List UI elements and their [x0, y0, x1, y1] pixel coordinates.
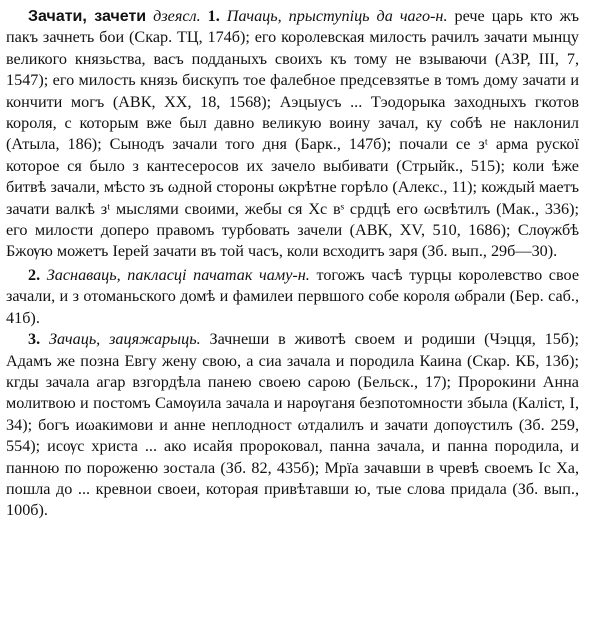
- sense-citations: Зачнеши в животѣ своем и родиши (Чэцця, 15б); Адамъ же позна Евгу жену свою, а сиа зачала и породила Каина (Скар. КБ, 13б); кгды зачала агар взгордѣла панею своею сарою (Бельск., 17); Пророкини Анна молитвою и постомъ Самѹила зачала и нарѹганя безпотомности збыла (Каліст, I, 34); богъ иωакимови и анне неплодност ωтдалилъ и зачати допѹстилъ (Зб. 259, 554); исѹс христа ... ако исайя пророковал, панна зачала, и панна породила, и панною по пороженю зостала (Зб. 82, 435б); Мрїа зачавши в чревѣ своемъ Іс Ха, пошла до ... кревнои своеи, которая привѣтавши ю, тые слова придала (Зб. вып., 100б).: [6, 330, 579, 520]
- sense-definition: Заснаваць, пакласці пачатак чаму-н.: [46, 265, 310, 284]
- sense-definition: Пачаць, прыступіць да чаго-н.: [226, 7, 448, 25]
- sense-definition: Зачаць, зацяжарыць.: [49, 330, 201, 349]
- sense-number: 3.: [28, 330, 41, 349]
- sense-3-paragraph: [6, 329, 579, 522]
- sense-number: 2.: [28, 265, 41, 284]
- sense-1-paragraph: [6, 6, 579, 263]
- sense-2-paragraph: [6, 265, 579, 329]
- sense-citations: тогожъ часѣ турцы королевство свое зачали, и з отоманьского домѣ и фамилеи первшого собе короля ωбрали (Бер. саб., 41б).: [6, 265, 580, 327]
- headword: Зачати, зачети: [28, 8, 147, 25]
- sense-citations: рече царь кто жъ пакъ зачнеть бои (Скар. ТЦ, 174б); его королевская милость рачилъ зачати мынцу великого князьства, васъ подданыхъ своихъ къ тому не взываючи (АЗР, III, 7, 1547); его милость князь бискупъ тое фалебное предсевзятье в томъ дому зачати и кончити могъ (АВК, XX, 18, 1568); Аэцыусъ ... Тэодорыка заходныхъ гкотов короля, с которым вже был давно великую воину зачал, ку собѣ не наклонил (Атыла, 186); Сынодъ зачали того дня (Барк., 147б); почали се зᵗ арма рускої которое ся было з кантесеросов их зачело выбивати (Стрыйк., 515); коли ѣже битвѣ зачали, мѣсто зъ ωдной стороны ωкрѣтне горѣло (Алекс., 11); кождый маетъ зачати валкѣ зᵗ мыслями своими, жебы ся Хс вˢ срдцѣ его ωсвѣтилъ (Мак., 336); его милости доперо правомъ турбовать зачели (АВК, XV, 510, 1686); Слѹжбѣ Бжѹю можетъ Іерей зачати въ той часъ, коли всходитъ заря (Зб. вып., 29б—30).: [6, 7, 579, 261]
- etymology-label: дзеясл.: [153, 7, 201, 25]
- sense-number: 1.: [207, 7, 220, 25]
